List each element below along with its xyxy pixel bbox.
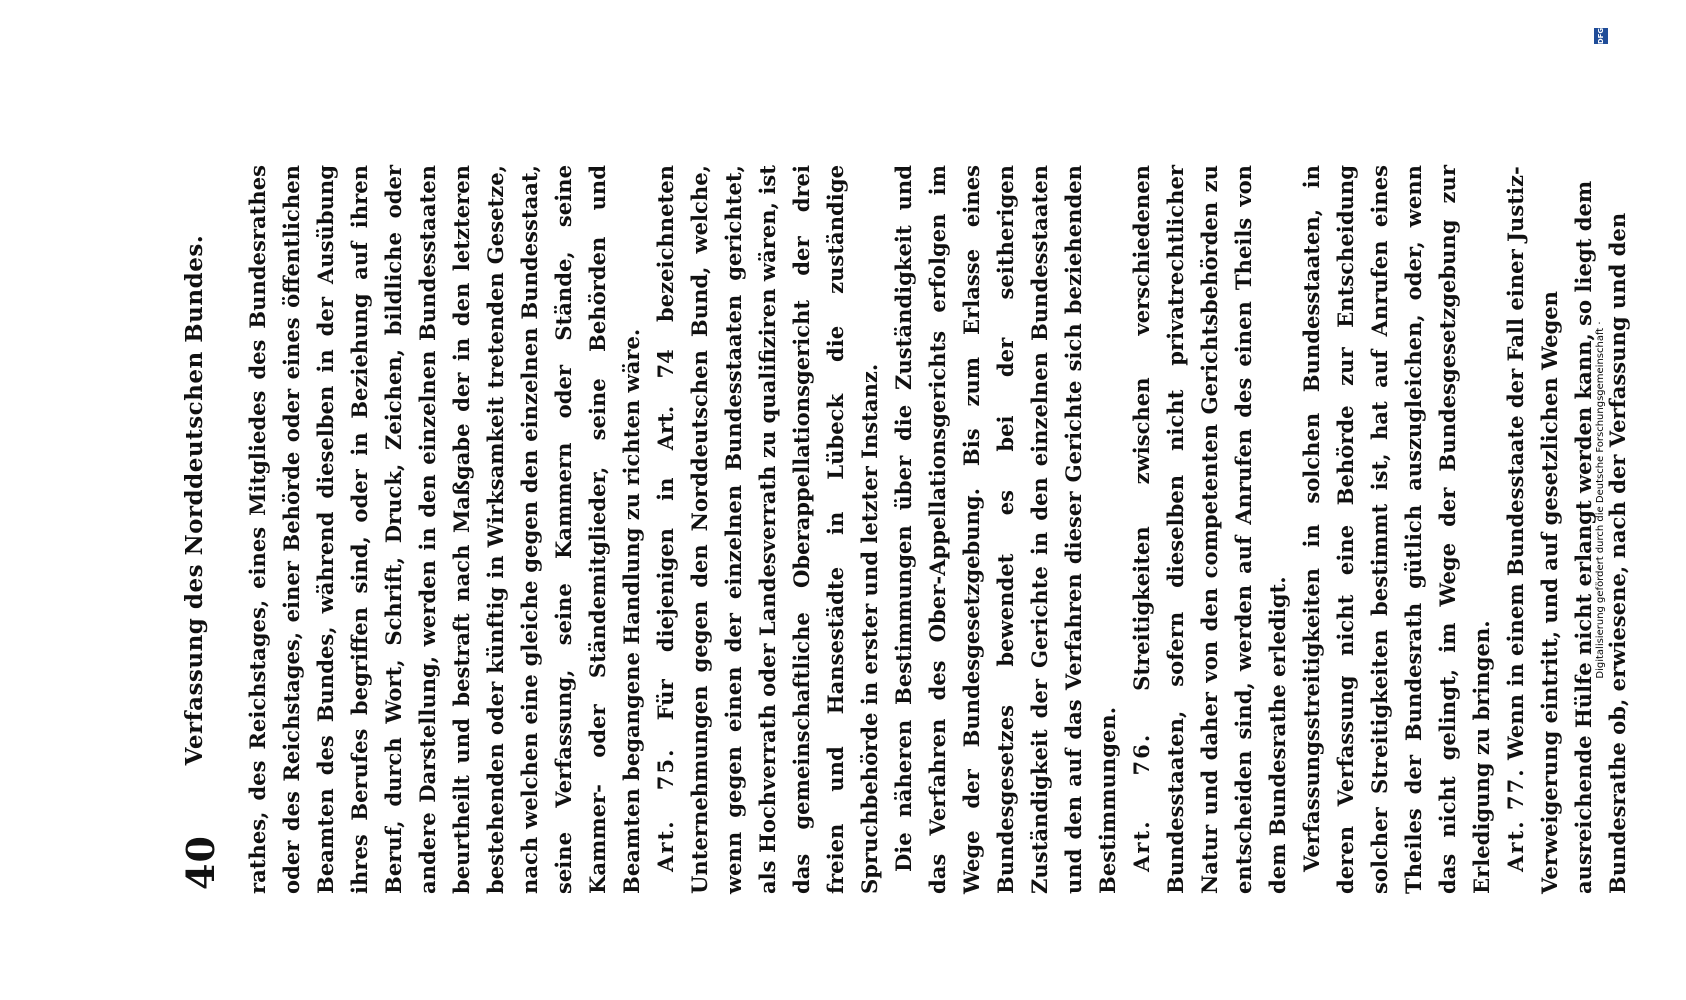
article-text-76: Streitigkeiten zwischen verschiedenen Bundesstaaten, sofern dieselben nicht privatrechtlicher Natur und daher von den competenten Gerichtsbehörden zu entscheiden sind, werden auf Anrufen des einen Theils von dem Bundesrathe erledigt.: [1129, 164, 1290, 894]
paragraph-constitutional-disputes: Verfassungsstreitigkeiten in solchen Bundesstaaten, in deren Verfassung nicht eine Behörde zur Entscheidung solcher Streitigkeiten bestimmt ist, hat auf Anrufen eines Theiles der Bundesrath gütlich auszugleichen, oder, wenn das nicht gelingt, im Wege der Bundesgesetzgebung zur Erledigung zu bringen.: [1299, 165, 1494, 894]
article-label-76: Art. 76.: [1129, 732, 1154, 872]
paragraph-art76: [1125, 165, 1295, 894]
article-text-77: Wenn in einem Bundesstaate der Fall einer Justiz-Verweigerung eintritt, und auf gesetzlichen Wegen ausreichende Hülfe nicht erlangt werden kann, so liegt dem Bundesrathe ob, erwiesene, nach der Verfassung und den: [1503, 166, 1630, 894]
article-label-77: Art. 77.: [1503, 767, 1528, 872]
page-number: 40: [178, 835, 223, 890]
body-text: [241, 165, 1635, 894]
paragraph-art75-procedure: Die näheren Bestimmungen über die Zuständigkeit und das Verfahren des Ober-Appellationsgerichts erfolgen im Wege der Bundesgesetzgebung. Bis zum Erlasse eines Bundesgesetzes bewendet es bei der seitherigen Zuständigkeit der Gerichte in den einzelnen Bundesstaaten und den auf das Verfahren dieser Gerichte sich beziehenden Bestimmungen.: [891, 165, 1120, 894]
article-text-75: Für diejenigen in Art. 74 bezeichneten Unternehmungen gegen den Norddeutschen Bund, welche, wenn gegen einen der einzelnen Bundesstaaten gerichtet, als Hochverrath oder Landesverrath zu qualifiziren wären, ist das gemeinschaftliche Oberappellationsgericht der drei freien und Hansestädte in Lübeck die zuständige Spruchbehörde in erster und letzter Instanz.: [653, 164, 882, 894]
paragraph-art75: [649, 165, 887, 894]
paragraph-art74-continuation: rathes, des Reichstages, eines Mitgliedes des Bundesrathes oder des Reichstages, einer Behörde oder eines öffentlichen Beamten des Bundes, während dieselben in der Ausübung ihres Berufes begriffen sind, oder in Beziehung auf ihren Beruf, durch Wort, Schrift, Druck, Zeichen, bildliche oder andere Darstellung, werden in den einzelnen Bundesstaaten beurtheilt und bestraft nach Maßgabe der in den letzteren bestehenden oder künftig in Wirksamkeit tretenden Gesetze, nach welchen eine gleiche gegen den einzelnen Bundesstaat, seine Verfassung, seine Kammern oder Stände, seine Kammer- oder Ständemitglieder, seine Behörden und Beamten begangene Handlung zu richten wäre.: [245, 165, 644, 894]
dfg-logo-icon: DFG: [1594, 28, 1608, 44]
running-head: Verfassung des Norddeutschen Bundes.: [181, 234, 208, 766]
book-page: [63, 20, 1630, 980]
article-label-75: Art. 75.: [653, 747, 678, 872]
paragraph-art77: [1499, 165, 1635, 894]
digitization-credit: Digitalisierung gefördert durch die Deutsche Forschungsgemeinschaft ·: [1595, 321, 1606, 679]
